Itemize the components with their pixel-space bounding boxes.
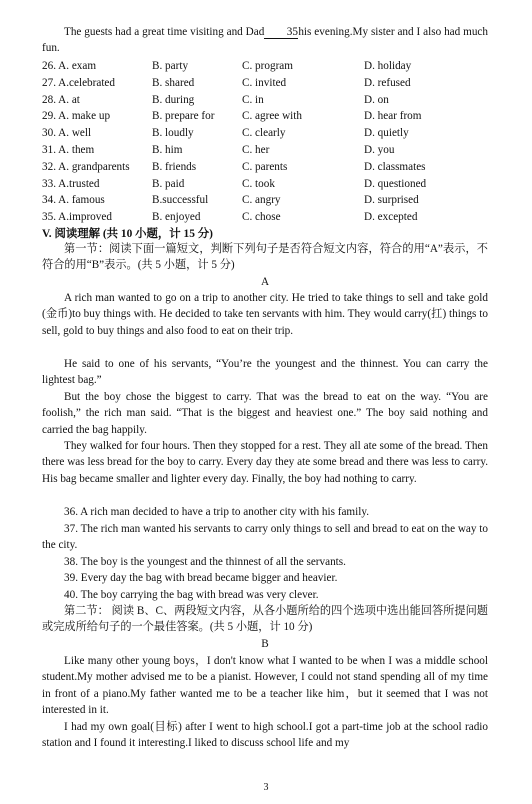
intro-text-after: his evening.My sister and I also had much fun. <box>42 26 488 55</box>
option-row <box>42 159 492 175</box>
option-a: 35. A.improved <box>42 211 112 224</box>
part2-instructions: 第二节： 阅读 B、C、两段短文内容，从各小题所给的四个选项中选出能回答所提问题或完成所给句子的一个最佳答案。(共 5 小题，计 10 分) <box>42 605 488 634</box>
option-row <box>42 75 492 91</box>
option-b: B. loudly <box>152 127 194 140</box>
statement-36: 36. A rich man decided to have a trip to another city with his family. <box>64 506 369 518</box>
option-d: D. hear from <box>364 110 422 123</box>
option-d: D. classmates <box>364 160 426 173</box>
option-b: B. prepare for <box>152 110 215 123</box>
option-row <box>42 192 492 208</box>
option-d: D. questioned <box>364 177 427 190</box>
option-b: B. paid <box>152 177 185 190</box>
option-a: 34. A. famous <box>42 194 105 207</box>
option-b: B. during <box>152 93 195 106</box>
option-row <box>42 125 492 141</box>
option-d: D. you <box>364 144 395 156</box>
option-b: B. party <box>152 60 189 72</box>
option-a: 26. A. exam <box>42 60 97 72</box>
option-a: 31. A. them <box>42 144 95 156</box>
option-b: B. enjoyed <box>152 211 201 224</box>
option-c: C. parents <box>242 160 288 173</box>
option-b: B.successful <box>152 194 209 207</box>
option-a: 29. A. make up <box>42 110 111 123</box>
option-a: 30. A. well <box>42 127 92 140</box>
passage-a-label: A <box>260 276 270 288</box>
option-c: C. in <box>242 93 264 106</box>
option-row <box>42 142 492 158</box>
option-row <box>42 58 492 74</box>
page-number: 3 <box>263 782 269 793</box>
option-c: C. invited <box>242 76 287 89</box>
answer-blank: 35 <box>264 26 298 39</box>
intro-text-before: The guests had a great time visiting and Dad <box>64 26 265 38</box>
statement-40: 40. The boy carrying the bag with bread was very clever. <box>64 589 319 601</box>
statement-37: 37. The rich man wanted his servants to carry only things to sell and bread to eat on the way to the city. <box>42 523 488 552</box>
option-b: B. friends <box>152 160 197 173</box>
intro-paragraph <box>42 24 488 57</box>
option-row <box>42 209 492 225</box>
option-d: D. surprised <box>364 194 419 207</box>
option-a: 28. A. at <box>42 93 80 106</box>
option-b: B. him <box>152 144 183 156</box>
passage-b-paragraph: I had my own goal(目标) after I went to high school.I got a part-time job at the school radio station and I found it interesting.I liked to discuss school life and my <box>42 721 488 750</box>
option-a: 32. A. grandparents <box>42 160 130 173</box>
option-c: C. angry <box>242 194 281 207</box>
option-c: C. clearly <box>242 127 286 140</box>
passage-a-paragraph: A rich man wanted to go on a trip to another city. He tried to take things to sell and take gold (金币)to buy things with. He decided to take ten servants with him. They would carry(扛) things to sell, gold to buy things and also food to eat on their trip. <box>42 292 488 337</box>
option-d: D. refused <box>364 76 411 89</box>
option-a: 27. A.celebrated <box>42 76 115 89</box>
option-row <box>42 92 492 108</box>
section-heading: V. 阅读理解 (共 10 小题，计 15 分) <box>42 228 213 240</box>
option-a: 33. A.trusted <box>42 177 100 190</box>
option-c: C. chose <box>242 211 281 224</box>
option-row <box>42 176 492 192</box>
statement-39: 39. Every day the bag with bread became bigger and heavier. <box>64 572 338 584</box>
option-d: D. quietly <box>364 127 409 140</box>
option-c: C. program <box>242 60 293 72</box>
passage-a-paragraph: But the boy chose the biggest to carry. That was the bread to eat on the way. “You are foolish,” the rich man said. “That is the biggest and heaviest one.” The boy said nothing and carried the bag happily. <box>42 391 488 436</box>
option-d: D. excepted <box>364 211 418 224</box>
option-c: C. her <box>242 144 270 156</box>
option-b: B. shared <box>152 76 195 89</box>
option-d: D. holiday <box>364 60 412 72</box>
part1-instructions: 第一节：阅读下面一篇短文，判断下列句子是否符合短文内容，符合的用“A”表示，不符合的用“B”表示。(共 5 小题，计 5 分) <box>42 243 488 272</box>
option-c: C. took <box>242 177 275 190</box>
passage-a-paragraph: They walked for four hours. Then they stopped for a rest. They all ate some of the bread. Then there was less bread for the boy to carry. Every day they ate some bread and there was less to carry. His bag became smaller and lighter every day. Finally, the boy had nothing to carry. <box>42 440 488 485</box>
option-c: C. agree with <box>242 110 302 123</box>
passage-b-label: B <box>261 638 269 650</box>
passage-a-paragraph: He said to one of his servants, “You’re the youngest and the thinnest. You can carry the lightest bag.” <box>42 358 488 387</box>
option-d: D. on <box>364 93 389 106</box>
statement-38: 38. The boy is the youngest and the thinnest of all the servants. <box>64 556 346 568</box>
option-row <box>42 108 492 124</box>
passage-b-paragraph: Like many other young boys，I don't know what I wanted to be when I was a middle school student.My mother advised me to be a pianist. However, I could not stand spending all of my time in front of a piano.My father wanted me to be a teacher like him，but it seemed that I was not interested in it. <box>42 655 488 717</box>
